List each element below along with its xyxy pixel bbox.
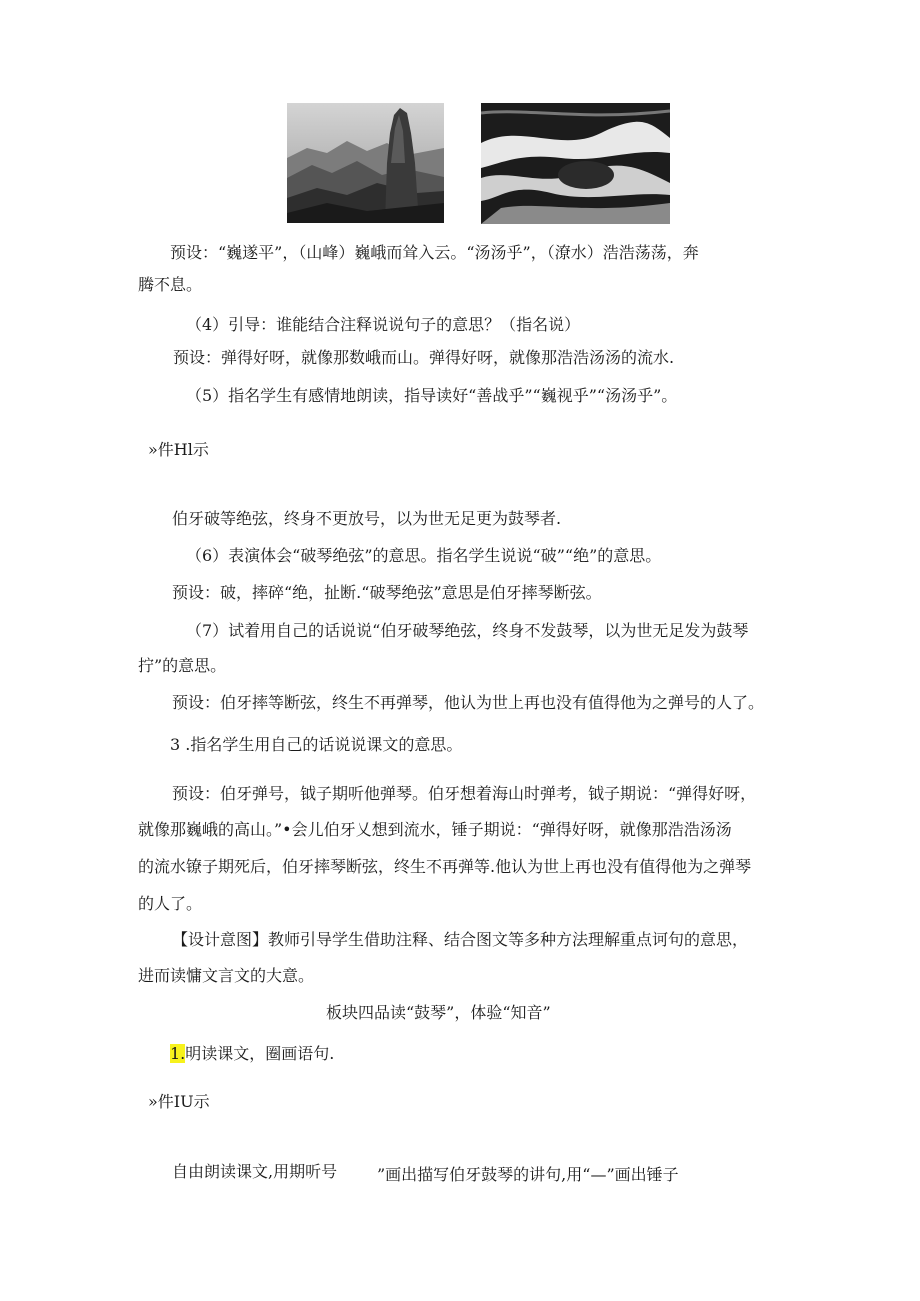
item-1-text: 明读课文，圈画语句. (185, 1044, 335, 1063)
preset-line-2: 预设：弹得好呀，就像那数峨而山。弹得好呀，就像那浩浩汤汤的流水. (173, 348, 675, 367)
step-4-line: （4）引导：谁能结合注释说说句子的意思？（指名说） (186, 315, 581, 334)
preset-line-3: 预设：破，摔碎“绝，扯断.“破琴绝弦”意思是伯牙摔琴断弦。 (172, 583, 602, 602)
item-1-line (170, 1044, 334, 1064)
preset-line-5: 预设：伯牙弹号，钺子期听他弹琴。伯牙想着海山时弹考，钺子期说：“弹得好呀， (172, 784, 757, 803)
design-intent-line: 【设计意图】教师引导学生借助注释、结合图文等多种方法理解重点诃句的意思， (172, 930, 749, 949)
preset-line-1-cont: 腾不息。 (138, 275, 203, 294)
item-3-line: 3 .指名学生用自己的话说说课文的意思。 (170, 735, 463, 754)
preset-line-5-cont-3: 的人了。 (138, 894, 203, 913)
step-6-line: （6）表演体会“破琴绝弦”的意思。指名学生说说“破”“绝”的意思。 (186, 546, 662, 565)
item-1-number: 1. (170, 1044, 186, 1063)
mountain-photo (287, 103, 444, 223)
quote-line: 伯牙破等绝弦，终身不更放号，以为世无足更为鼓琴者. (172, 509, 562, 528)
preset-line-5-cont-2: 的流水镣子期死后，伯牙摔琴断弦，终生不再弹等.他认为世上再也没有值得他为之弹琴 (138, 857, 752, 876)
preset-line-4: 预设：伯牙摔等断弦，终生不再弹琴，他认为世上再也没有值得他为之弹号的人了。 (172, 693, 765, 712)
preset-line-1: 预设：“巍遂平”，（山峰）巍峨而耸入云。“汤汤乎”，（潦水）浩浩荡荡，奔 (170, 243, 699, 262)
slide-note-2: »件IU示 (148, 1092, 210, 1111)
section-heading: 板块四品读“鼓琴”，体验“知音” (326, 1003, 551, 1022)
step-7-cont: 拧”的意思。 (138, 656, 227, 675)
step-7-line: （7）试着用自己的话说说“伯牙破琴绝弦，终身不发鼓琴，以为世无足发为鼓琴 (186, 621, 749, 640)
preset-line-5-cont-1: 就像那巍峨的高山。”•会儿伯牙乂想到流水，锤子期说：“弹得好呀，就像那浩浩汤汤 (138, 820, 732, 839)
instruction-line-a: 自由朗读课文,用期听号 (172, 1162, 338, 1181)
slide-note-1: »件Hl示 (148, 440, 209, 459)
water-photo (481, 103, 670, 224)
step-5-line: （5）指名学生有感情地朗读，指导读好“善战乎”“巍视乎”“汤汤乎”。 (186, 386, 678, 405)
design-intent-cont: 进而读慵文言文的大意。 (138, 966, 315, 985)
instruction-line-b: ”画出描写伯牙鼓琴的讲句,用“—”画出锤子 (377, 1165, 679, 1184)
